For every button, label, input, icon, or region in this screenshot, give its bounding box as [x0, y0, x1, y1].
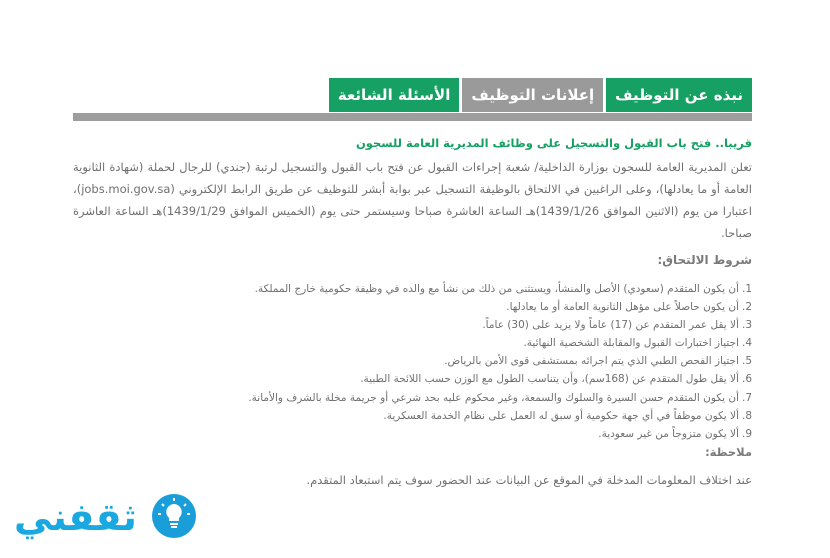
condition-number: 7.: [741, 391, 752, 404]
conditions-list: [73, 280, 752, 443]
conditions-title: شروط الالتحاق:: [657, 253, 752, 267]
condition-item: [73, 280, 752, 298]
condition-text: ألا يقل عمر المتقدم عن (17) عاماً ولا يزيد على (30) عاماً.: [482, 319, 739, 332]
condition-text: اجتياز الفحص الطبي الذي يتم اجرائه بمستشفى قوى الأمن بالرياض.: [444, 355, 739, 368]
condition-text: ألا يكون متزوجاً من غير سعودية.: [598, 427, 739, 440]
logo-text: ثقفني: [14, 495, 137, 539]
condition-item: [73, 334, 752, 352]
tab-employment-announcements[interactable]: إعلانات التوظيف: [462, 78, 603, 112]
condition-number: 2.: [741, 301, 752, 314]
condition-text: ألا يقل طول المتقدم عن (168سم)، وأن يتناسب الطول مع الوزن حسب اللائحة الطبية.: [360, 373, 739, 386]
condition-item: [73, 298, 752, 316]
condition-item: [73, 389, 752, 407]
condition-number: 1.: [741, 283, 752, 295]
lightbulb-icon: [152, 494, 196, 538]
condition-item: [73, 425, 752, 443]
condition-item: [73, 407, 752, 425]
tabs-bar: [329, 78, 752, 112]
site-logo[interactable]: [14, 488, 194, 550]
tab-divider: [73, 113, 752, 121]
article-intro: تعلن المديرية العامة للسجون بوزارة الداخلية/ شعبة إجراءات القبول عن فتح باب القبول والتسجيل لرتبة (جندي) للرجال لحملة (شهادة الثانوية العامة أو ما يعادلها)، وعلى الراغبين في الالتحاق بالوظيفة التسجيل عبر بوابة أبشر للتوظيف عن طريق الرابط الإلكتروني (jobs.moi.gov.sa)، اعتبارا من يوم (الاثنين الموافق 1439/1/26)هـ الساعة العاشرة صباحا وسيستمر حتى يوم (الخميس الموافق 1439/1/29)هـ الساعة العاشرة صباحا.: [73, 160, 752, 240]
condition-text: أن يكون حاصلاً على مؤهل الثانوية العامة أو ما يعادلها.: [506, 301, 739, 314]
note-title: ملاحظة:: [705, 444, 752, 459]
tab-faq[interactable]: الأسئلة الشائعة: [329, 78, 460, 112]
condition-number: 5.: [741, 355, 752, 368]
note-text: عند اختلاف المعلومات المدخلة في الموقع عن البيانات عند الحضور سوف يتم استبعاد المتقدم.: [306, 472, 752, 487]
condition-number: 4.: [741, 337, 752, 350]
condition-number: 6.: [741, 373, 752, 386]
tab-about-employment[interactable]: نبذه عن التوظيف: [606, 78, 752, 112]
condition-number: 8.: [741, 409, 752, 422]
article-content: [73, 134, 752, 489]
condition-text: اجتياز اختبارات القبول والمقابلة الشخصية النهائية.: [523, 337, 739, 350]
condition-item: [73, 316, 752, 334]
condition-item: [73, 370, 752, 388]
condition-text: أن يكون المتقدم حسن السيرة والسلوك والسمعة، وغير محكوم عليه بحد شرعي أو جريمة مخلة بالشرف والأمانة.: [248, 391, 739, 404]
condition-number: 3.: [741, 319, 752, 332]
condition-item: [73, 352, 752, 370]
article-headline: قريبا.. فتح باب القبول والتسجيل على وظائف المديرية العامة للسجون: [355, 136, 752, 150]
condition-text: أن يكون المتقدم (سعودي) الأصل والمنشأ، ويستثنى من ذلك من نشأ مع والده في وظيفة حكومية خارج المملكة.: [254, 283, 739, 295]
condition-text: ألا يكون موظفاً في أي جهة حكومية أو سبق له العمل على نظام الخدمة العسكرية.: [383, 409, 739, 422]
condition-number: 9.: [741, 427, 752, 440]
